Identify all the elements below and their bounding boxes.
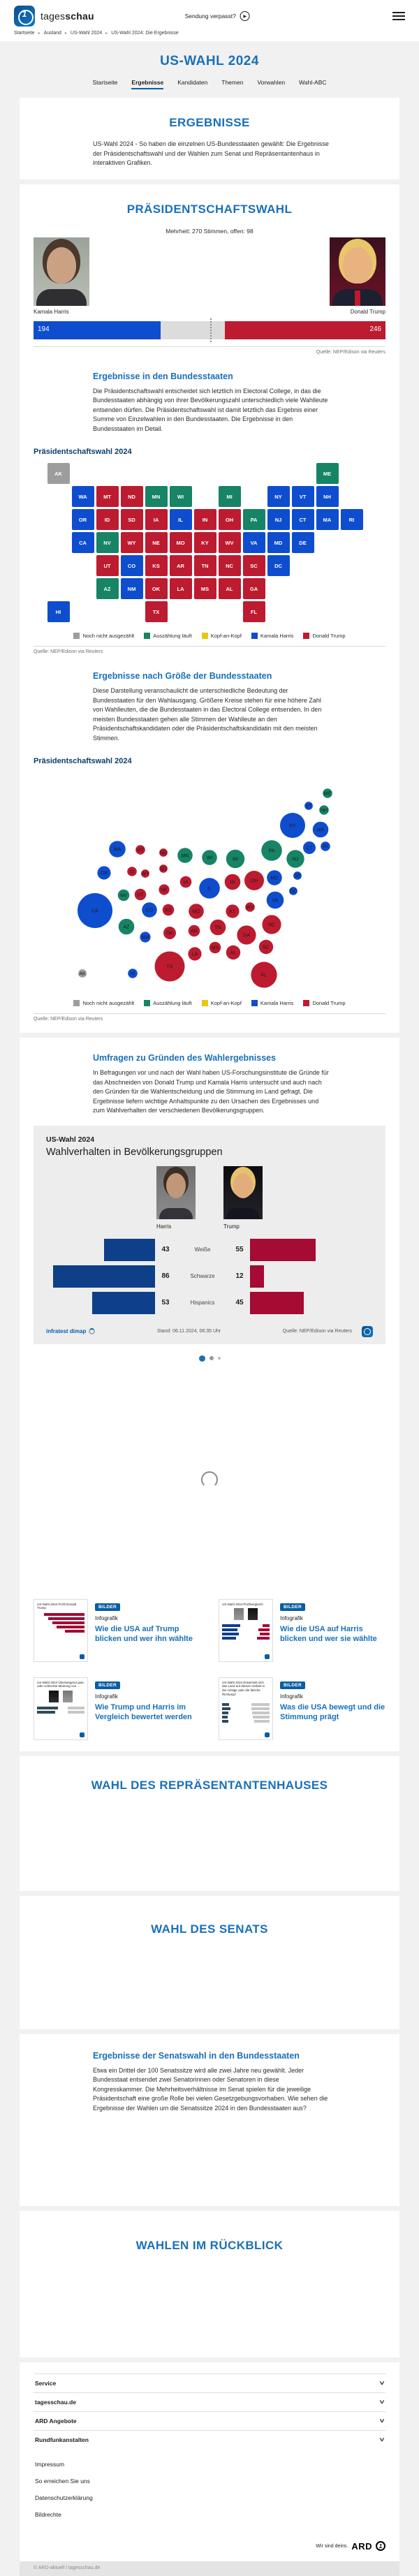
state-tile-PA[interactable]: PA — [243, 509, 265, 530]
demographic-bars — [46, 1237, 373, 1316]
state-tile-WY[interactable]: WY — [121, 532, 143, 553]
loading-spinner-icon — [201, 1471, 218, 1488]
legend-item-harris: Kamala Harris — [251, 1000, 294, 1006]
map-title: Präsidentschaftswahl 2024 — [34, 448, 132, 456]
teaser-thumbnail: US-Wahl 2024 Entwickelt sich das Land auf diesem Gebiet in die richtige oder die falsche Richtung? — [219, 1677, 273, 1740]
states-body: Die Präsidentschaftswahl entscheidet sich letztlich im Electoral College, in das die Bundesstaaten abhängig von ihrer Bevölkerungszahl unterschiedlich viele Wahlleute entsenden dürfen. Die Präsidentschaftswahl ist damit letztlich das Ergebnis einer Summe von Einzelwahlen in den Bundesstaaten. Die Ergebnisse in den Bundesstaaten im Detail. — [93, 387, 328, 432]
state-bubble-label-IL: IL — [207, 886, 212, 892]
state-bubble-label-OR: OR — [100, 871, 108, 876]
trump-demo-bar — [250, 1239, 316, 1261]
ard-claim: Wir sind deins. — [316, 2543, 348, 2549]
teaser-stimmung[interactable] — [219, 1677, 385, 1740]
infographic-kicker: US-Wahl 2024 — [46, 1135, 95, 1144]
harris-demo-bar — [104, 1239, 155, 1261]
breadcrumb-separator: ▸ — [38, 31, 41, 36]
state-bubble-label-MT: MT — [136, 848, 145, 853]
bilder-badge: BILDER — [280, 1603, 305, 1611]
missed-show-link[interactable] — [185, 11, 250, 21]
state-bubble-label-OK: OK — [166, 931, 174, 936]
tagesschau-chip-icon — [362, 1326, 373, 1337]
section-umfragen — [20, 1038, 399, 1751]
carousel-dots — [34, 1355, 385, 1362]
state-tile-AR[interactable]: AR — [170, 555, 192, 576]
majority-marker — [210, 318, 212, 342]
breadcrumb — [0, 28, 419, 41]
state-bubble-label-NE: NE — [161, 888, 168, 893]
state-tile-CA[interactable]: CA — [72, 532, 94, 553]
bilder-badge: BILDER — [280, 1681, 305, 1689]
state-tile-LA[interactable]: LA — [170, 578, 192, 599]
page-title: US-WAHL 2024 — [160, 54, 259, 68]
infographic-wahlverhalten[interactable] — [34, 1126, 385, 1344]
state-bubble-label-VA: VA — [272, 898, 279, 904]
trump-demo-bar — [250, 1292, 304, 1314]
state-bubble-label-NJ: NJ — [292, 857, 299, 862]
electoral-bubble-map[interactable] — [56, 772, 363, 994]
tab-themen[interactable]: Themen — [221, 79, 244, 86]
footer — [20, 2362, 399, 2561]
tab-wahl-abc[interactable]: Wahl-ABC — [299, 79, 327, 86]
state-bubble-label-ME: ME — [323, 791, 332, 797]
state-tile-KY[interactable]: KY — [194, 532, 216, 553]
state-bubble-label-MA: MA — [316, 827, 325, 833]
link-bildrechte[interactable]: Bildrechte — [35, 2510, 61, 2518]
tagesschau-logo[interactable] — [14, 6, 94, 27]
state-bubble-label-AL: AL — [230, 950, 237, 956]
state-tile-MS[interactable]: MS — [194, 578, 216, 599]
candidates — [34, 237, 385, 320]
harris-demo-value: 86 — [161, 1272, 170, 1280]
harris-demo-bar — [92, 1292, 155, 1314]
harris-demo-value: 53 — [161, 1299, 170, 1307]
umfragen-heading: Umfragen zu Gründen des Wahlergebnisses — [93, 1053, 277, 1063]
state-bubble-label-MI: MI — [233, 857, 238, 862]
section-rueckblick — [20, 2211, 399, 2357]
tab-startseite[interactable]: Startseite — [92, 79, 118, 86]
map-legend — [34, 633, 385, 639]
tagesschau-wordmark: tagesschau — [41, 10, 94, 22]
section-senat — [20, 1896, 399, 2029]
demo-group-label: Weiße — [194, 1246, 211, 1253]
state-bubble-label-CA: CA — [91, 908, 98, 914]
state-bubble-label-SC: SC — [263, 945, 270, 950]
accordion-service[interactable]: Service ∨ — [34, 2373, 385, 2392]
legend-item-trump: Donald Trump — [303, 1000, 345, 1006]
teaser-kicker: Infografik — [280, 1693, 303, 1700]
state-tile-IL[interactable]: IL — [170, 509, 192, 530]
teaser-kicker: Infografik — [95, 1693, 118, 1700]
state-tile-TN[interactable]: TN — [194, 555, 216, 576]
teaser-thumbnail: US-Wahl 2024 Profil Donald Trump — [34, 1599, 88, 1662]
trump-demo-value: 45 — [235, 1299, 244, 1307]
menu-icon[interactable] — [392, 12, 405, 20]
donald-trump-photo — [330, 237, 385, 306]
senate-states-heading: Ergebnisse der Senatswahl in den Bundesstaaten — [93, 2050, 300, 2061]
bilder-badge: BILDER — [95, 1681, 120, 1689]
state-tile-MI[interactable]: MI — [219, 486, 241, 507]
state-bubble-label-NV: NV — [120, 893, 127, 899]
link-impressum[interactable]: Impressum — [35, 2460, 65, 2468]
state-tile-FL[interactable]: FL — [243, 601, 265, 622]
state-tile-DC[interactable]: DC — [267, 555, 290, 576]
praesidentschaftswahl-heading: PRÄSIDENTSCHAFTSWAHL — [126, 202, 293, 216]
state-bubble-label-ND: ND — [159, 851, 168, 856]
link-kontakt[interactable]: So erreichen Sie uns — [35, 2477, 90, 2485]
infographic-title: Wahlverhalten in Bevölkerungsgruppen — [46, 1146, 223, 1158]
state-bubble-label-TX: TX — [166, 964, 173, 970]
teaser-grid — [34, 1599, 385, 1740]
state-tile-RI[interactable]: RI — [341, 509, 363, 530]
source-caption: Quelle: NEP/Edison via Reuters — [34, 649, 103, 654]
source-caption: Quelle: NEP/Edison via Reuters — [316, 349, 385, 355]
harris-photo-small — [156, 1166, 196, 1219]
kamala-harris-photo — [34, 237, 89, 306]
retrospect-heading: WAHLEN IM RÜCKBLICK — [135, 2238, 284, 2252]
state-tile-AK[interactable]: AK — [47, 463, 70, 484]
loading-area — [34, 1364, 385, 1595]
teaser-kicker: Infografik — [280, 1614, 303, 1621]
infratest-dimap-logo: infratest dimap — [46, 1328, 95, 1334]
state-bubble-label-UT: UT — [137, 892, 144, 898]
state-bubble-label-NH: NH — [320, 808, 328, 814]
tab-ergebnisse[interactable]: Ergebnisse — [131, 79, 163, 89]
ergebnisse-intro: US-Wahl 2024 - So haben die einzelnen US-Bundesstaaten gewählt: Die Ergebnisse der Präsidentschaftswahl und der Wahlen zum Senat und Repräsentantenhaus in interaktiven Grafiken. — [93, 140, 329, 166]
ergebnisse-heading: ERGEBNISSE — [169, 116, 250, 129]
accordion-ard-angebote[interactable]: ARD Angebote ∨ — [34, 2411, 385, 2430]
harris-bar — [34, 321, 161, 339]
state-bubble-label-CT: CT — [306, 846, 313, 851]
source-caption: Quelle: NEP/Edison via Reuters — [34, 1017, 103, 1022]
state-bubble-label-DE: DE — [294, 874, 301, 879]
chevron-down-icon: ∨ — [378, 2380, 385, 2386]
trump-name: Donald Trump — [350, 308, 385, 315]
legend-item-counting: Auszählung läuft — [144, 633, 191, 639]
trump-votes: 246 — [369, 325, 381, 333]
state-bubble-label-ID: ID — [129, 869, 135, 875]
breadcrumb-item[interactable]: Startseite — [14, 31, 35, 36]
section-senatswahl-bundesstaaten — [20, 2034, 399, 2206]
breadcrumb-current: US-Wahl 2024: Die Ergebnisse — [111, 31, 179, 36]
state-tile-ME[interactable]: ME — [316, 463, 339, 484]
state-bubble-label-IA: IA — [183, 880, 189, 885]
carousel-dot[interactable] — [210, 1356, 214, 1360]
state-tile-OK[interactable]: OK — [145, 578, 168, 599]
teaser-title: Wie die USA auf Harris blicken und wer sie wählte — [280, 1624, 377, 1643]
senate-states-body: Etwa ein Drittel der 100 Senatssitze wird alle zwei Jahre neu gewählt. Jeder Bundesstaat entsendet zwei Senatorinnen oder Senatoren in diese Kongresskammer. Die Mehrheitsverhältnisse im Senat spielen für die jeweilige Präsidentschaft eine große Rolle bei vielen Gesetzgebungsvorhaben. Wie sehen die Ergebnisse der Wahlen um die Senatssitze 2024 in den Bundesstaaten aus? — [93, 2066, 328, 2112]
tab-bar — [0, 79, 419, 89]
harris-label: Harris — [156, 1223, 172, 1230]
legend-item-headtohead: Kopf-an-Kopf — [202, 1000, 242, 1006]
demo-row-Schwarze — [46, 1263, 373, 1290]
trump-demo-bar — [250, 1265, 264, 1288]
header — [0, 0, 419, 28]
state-tile-CO[interactable]: CO — [121, 555, 143, 576]
ard-wordmark: ARD — [351, 2540, 372, 2552]
state-bubble-label-WA: WA — [113, 847, 122, 853]
us-states-map[interactable] — [47, 463, 372, 626]
state-bubble-label-TN: TN — [214, 925, 221, 931]
state-tile-UT[interactable]: UT — [96, 555, 119, 576]
missed-show-label: Sendung verpasst? — [184, 13, 236, 20]
state-bubble-label-WV: WV — [246, 905, 254, 911]
trump-demo-value: 12 — [235, 1272, 244, 1280]
state-bubble-label-FL: FL — [260, 973, 267, 978]
state-bubble-label-MO: MO — [192, 909, 200, 915]
link-datenschutz[interactable]: Datenschutzerklärung — [35, 2494, 93, 2501]
state-bubble-label-WI: WI — [206, 855, 213, 861]
demo-row-Weiße — [46, 1237, 373, 1263]
breadcrumb-item[interactable]: US-Wahl 2024 — [70, 31, 103, 36]
legend-item-headtohead: Kopf-an-Kopf — [202, 633, 242, 639]
legend-item-pending: Noch nicht ausgezählt — [73, 1000, 134, 1006]
state-tile-OH[interactable]: OH — [219, 509, 241, 530]
state-tile-TX[interactable]: TX — [145, 601, 168, 622]
senate-heading: WAHL DES SENATS — [151, 1922, 268, 1936]
hero — [0, 41, 419, 89]
ard-logo — [34, 2541, 385, 2552]
state-tile-NJ[interactable]: NJ — [267, 509, 290, 530]
play-icon: ▶ — [240, 11, 250, 21]
state-tile-SC[interactable]: SC — [243, 555, 265, 576]
state-tile-GA[interactable]: GA — [243, 578, 265, 599]
state-bubble-label-GA: GA — [242, 933, 251, 939]
state-tile-WI[interactable]: WI — [170, 486, 192, 507]
state-tile-WA[interactable]: WA — [72, 486, 94, 507]
bubble-map-title: Präsidentschaftswahl 2024 — [34, 757, 132, 765]
state-tile-NV[interactable]: NV — [96, 532, 119, 553]
teaser-title: Wie die USA auf Trump blicken und wer ihn wählte — [95, 1624, 193, 1643]
state-tile-IA[interactable]: IA — [145, 509, 168, 530]
tab-kandidaten[interactable]: Kandidaten — [177, 79, 208, 86]
teaser-kicker: Infografik — [95, 1614, 118, 1621]
state-tile-KS[interactable]: KS — [145, 555, 168, 576]
majority-note: Mehrheit: 270 Stimmen, offen: 98 — [166, 227, 253, 235]
trump-label: Trump — [223, 1223, 240, 1230]
state-bubble-label-KY: KY — [229, 909, 236, 915]
stand-caption: Stand: 06.11.2024, 06:35 Uhr — [156, 1329, 221, 1334]
carousel-dot[interactable] — [218, 1357, 221, 1360]
tagesschau-app-icon — [14, 6, 35, 27]
state-tile-MA[interactable]: MA — [316, 509, 339, 530]
harris-demo-bar — [53, 1265, 155, 1288]
state-tile-ID[interactable]: ID — [96, 509, 119, 530]
state-tile-ND[interactable]: ND — [121, 486, 143, 507]
state-bubble-label-AZ: AZ — [123, 925, 130, 930]
teaser-title: Was die USA bewegt und die Stimmung prägt — [280, 1702, 385, 1721]
teaser-title: Wie Trump und Harris im Vergleich bewertet werden — [95, 1702, 192, 1721]
bubble-map-legend — [34, 1000, 385, 1006]
size-body: Diese Darstellung veranschaulicht die unterschiedliche Bedeutung der Bundesstaaten für den Wahlausgang. Größere Kreise stehen für eine höhere Zahl von Wahlleuten, die die Bundesstaaten in das Electoral College entsenden. In den meisten Bundesstaaten gehen alle Stimmen der Wahlleute an den Präsidentschaftskandidaten oder die Präsidentschaftskandidatin mit den meisten Stimmen. — [93, 687, 322, 742]
state-bubble-label-NC: NC — [267, 922, 276, 928]
state-tile-MN[interactable]: MN — [145, 486, 168, 507]
legal-links — [35, 2456, 384, 2523]
state-bubble-label-IN: IN — [230, 880, 235, 885]
state-tile-NM[interactable]: NM — [121, 578, 143, 599]
umfragen-body: In Befragungen vor und nach der Wahl haben US-Forschungsinstitute die Gründe für das Abschneiden von Donald Trump und Kamala Harris untersucht und auch nach den Gründen für die Wahlentscheidung und die Stimmung im Land gefragt. Die Ergebnisse liefern wichtige Anhaltspunkte zu den Ursachen des Ergebnisses und zum Wahlverhalten der verschiedenen Bevölkerungsgruppen. — [93, 1069, 329, 1114]
ard-circle-icon: 1 — [376, 2541, 385, 2551]
teaser-harris-profil[interactable] — [219, 1599, 385, 1662]
state-tile-VA[interactable]: VA — [243, 532, 265, 553]
state-bubble-label-MD: MD — [270, 876, 279, 881]
state-bubble-label-NM: NM — [141, 935, 149, 941]
state-bubble-label-VT: VT — [305, 804, 312, 809]
states-heading: Ergebnisse in den Bundesstaaten — [93, 371, 233, 381]
copyright: © ARD-aktuell / tagesschau.de — [20, 2561, 399, 2576]
state-tile-AL[interactable]: AL — [219, 578, 241, 599]
state-tile-AZ[interactable]: AZ — [96, 578, 119, 599]
breadcrumb-separator: ▸ — [105, 31, 108, 36]
tab-vorwahlen[interactable]: Vorwahlen — [257, 79, 286, 86]
state-tile-IN[interactable]: IN — [194, 509, 216, 530]
state-bubble-label-HI: HI — [130, 971, 135, 977]
accordion-tagesschau-de[interactable]: tagesschau.de ∨ — [34, 2392, 385, 2411]
state-bubble-label-MS: MS — [211, 945, 219, 951]
state-bubble-label-MN: MN — [181, 853, 189, 859]
legend-item-pending: Noch nicht ausgezählt — [73, 633, 134, 639]
carousel-dot-active[interactable] — [199, 1355, 205, 1362]
state-tile-DE[interactable]: DE — [292, 532, 314, 553]
state-bubble-label-AK: AK — [79, 971, 86, 977]
state-bubble-label-RI: RI — [323, 844, 328, 850]
state-bubble-label-DC: DC — [289, 889, 297, 895]
demo-row-Hispanics — [46, 1290, 373, 1316]
section-ergebnisse — [20, 98, 399, 179]
trump-photo-small — [223, 1166, 263, 1219]
state-tile-MO[interactable]: MO — [170, 532, 192, 553]
legend-item-trump: Donald Trump — [303, 633, 345, 639]
accordion-rundfunkanstalten[interactable]: Rundfunkanstalten ∨ — [34, 2430, 385, 2449]
harris-demo-value: 43 — [161, 1246, 170, 1253]
trump-demo-value: 55 — [235, 1246, 244, 1253]
chevron-down-icon: ∨ — [378, 2399, 385, 2405]
trump-bar — [225, 321, 385, 339]
chevron-down-icon: ∨ — [378, 2417, 385, 2424]
legend-item-counting: Auszählung läuft — [144, 1000, 191, 1006]
state-tile-MT[interactable]: MT — [96, 486, 119, 507]
size-heading: Ergebnisse nach Größe der Bundesstaaten — [93, 671, 272, 681]
infographic-source: Quelle: NEP/Edison via Reuters — [282, 1329, 352, 1334]
state-bubble-label-LA: LA — [191, 952, 198, 957]
teaser-vergleich[interactable] — [34, 1677, 200, 1740]
state-tile-NC[interactable]: NC — [219, 555, 241, 576]
state-tile-VT[interactable]: VT — [292, 486, 314, 507]
harris-votes: 194 — [38, 325, 50, 333]
state-tile-NH[interactable]: NH — [316, 486, 339, 507]
state-bubble-label-AR: AR — [191, 929, 198, 934]
state-tile-NE[interactable]: NE — [145, 532, 168, 553]
breadcrumb-separator: ▸ — [64, 31, 67, 36]
state-bubble-label-CO: CO — [145, 908, 154, 913]
breadcrumb-item[interactable]: Ausland — [43, 31, 61, 36]
teaser-thumbnail: US-Wahl 2024 Überwiegend gute oder schlechte Meinung von ... — [34, 1677, 88, 1740]
section-repraesentantenhaus — [20, 1756, 399, 1891]
demo-group-label: Schwarze — [190, 1273, 215, 1279]
state-bubble-label-WY: WY — [141, 871, 149, 877]
section-praesidentschaftswahl — [20, 184, 399, 1033]
state-tile-SD[interactable]: SD — [121, 509, 143, 530]
chevron-down-icon: ∨ — [378, 2436, 385, 2443]
state-bubble-label-SD: SD — [160, 867, 167, 872]
teaser-trump-profil[interactable] — [34, 1599, 200, 1662]
legend-item-harris: Kamala Harris — [251, 633, 294, 639]
state-tile-NY[interactable]: NY — [267, 486, 290, 507]
house-heading: WAHL DES REPRÄSENTANTENHAUSES — [91, 1778, 328, 1792]
bilder-badge: BILDER — [95, 1603, 120, 1611]
demo-group-label: Hispanics — [190, 1300, 215, 1306]
state-tile-WV[interactable]: WV — [219, 532, 241, 553]
teaser-thumbnail: US-Wahl 2024 Profilvergleich — [219, 1599, 273, 1662]
state-bubble-label-OH: OH — [250, 878, 258, 884]
state-tile-OR[interactable]: OR — [72, 509, 94, 530]
electoral-college-bar[interactable] — [34, 321, 385, 339]
state-tile-CT[interactable]: CT — [292, 509, 314, 530]
state-bubble-label-KS: KS — [165, 908, 172, 913]
state-bubble-label-PA: PA — [268, 848, 275, 854]
harris-name: Kamala Harris — [34, 308, 69, 315]
state-tile-HI[interactable]: HI — [47, 601, 70, 622]
state-bubble-label-NY: NY — [289, 823, 296, 829]
state-tile-MD[interactable]: MD — [267, 532, 290, 553]
